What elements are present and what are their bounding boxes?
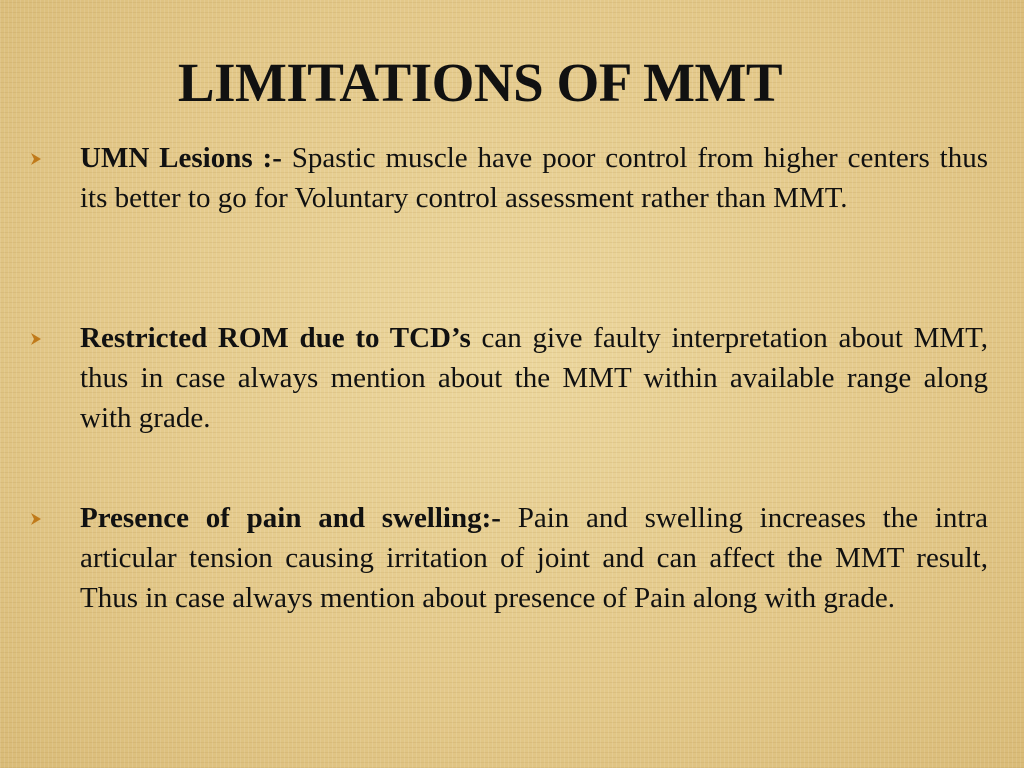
slide-title: LIMITATIONS OF MMT [177,52,783,113]
bullet-body: Pain and swelling increases the intra articular tension causing irritation of joint and can affect the MMT result, Thus in case always mention about presence of Pain along with grade. [80,502,989,614]
bullet-body: Spastic muscle have poor control from higher centers thus its better to go for Voluntary control assessment rather than MMT. [80,142,989,214]
bullet-lead: UMN Lesions :- [80,142,282,174]
bullet-text [80,498,988,618]
bullet-text [80,318,988,438]
arrowhead-bullet-icon [30,512,42,526]
arrowhead-bullet-icon [30,332,42,346]
bullet-lead: Restricted ROM due to TCD’s [80,322,471,354]
bullet-text [80,138,988,218]
bullet-lead: Presence of pain and swelling:- [80,502,501,534]
arrowhead-bullet-icon [30,152,42,166]
bullet-body: can give faulty interpretation about MMT, thus in case always mention about the MMT within available range along with grade. [80,322,988,434]
